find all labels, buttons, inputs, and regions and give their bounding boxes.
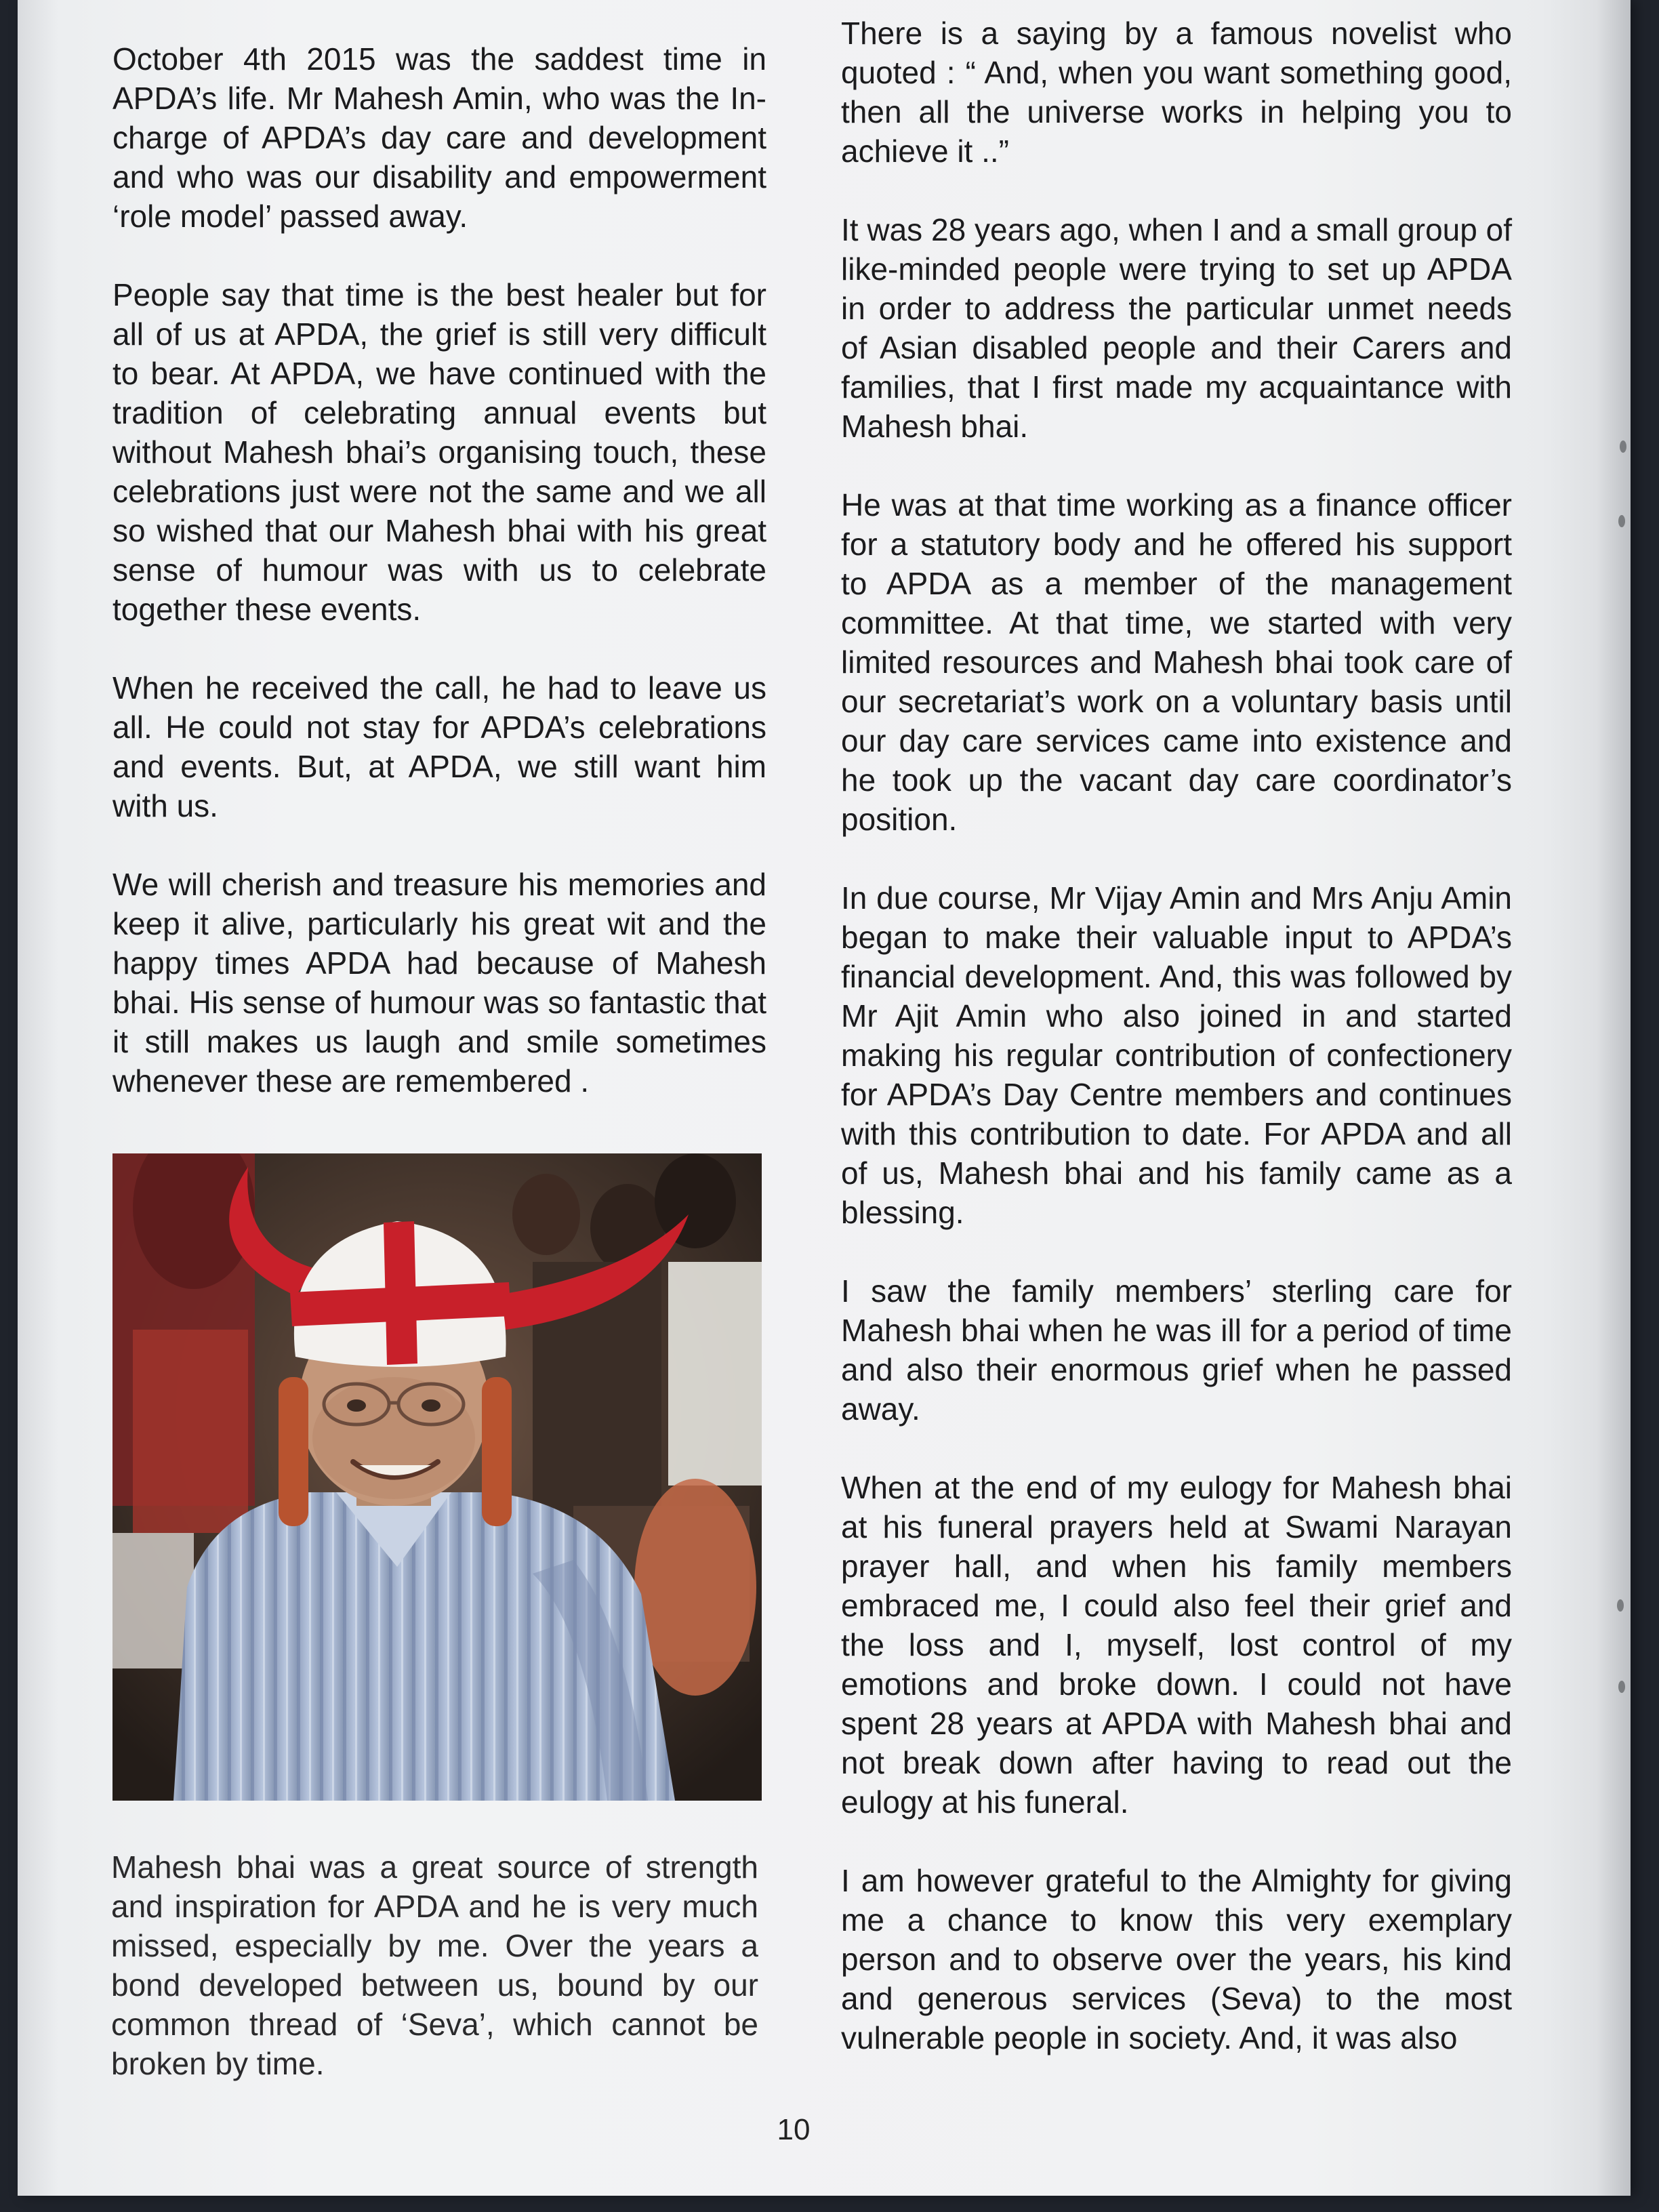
paragraph: I am however grateful to the Almighty for giving me a chance to know this very exemplary person and to observe over the years, his kind and generous services (Seva) to the most vulnerable people in society. And, it was also (841, 1863, 1512, 2055)
paragraph: He was at that time working as a finance officer for a statutory body and he offered his support to APDA as a member of the management committee. At that time, we started with very limited resources and Mahesh bhai took care of our secretariat’s work on a voluntary basis until our day care services came into existence and he took up the vacant day care coordinator’s position. (841, 487, 1512, 837)
left-column-bottom (111, 1847, 758, 2083)
left-column-top (112, 39, 766, 1101)
paragraph: When at the end of my eulogy for Mahesh bhai at his funeral prayers held at Swami Narayan prayer hall, and when his family members embraced me, I could also feel their grief and the loss and I, myself, lost control of my emotions and broke down. I could not have spent 28 years at APDA with Mahesh bhai and not break down after having to read out the eulogy at his funeral. (841, 1470, 1512, 1820)
paragraph: We will cherish and treasure his memories and keep it alive, particularly his great wit and the happy times APDA had because of Mahesh bhai. His sense of humour was so fantastic that it still makes us laugh and smile sometimes whenever these are remembered . (112, 867, 766, 1099)
page-shadow-edge (1597, 0, 1631, 2196)
paragraph: When he received the call, he had to leave us all. He could not stay for APDA’s celebrations and events. But, at APDA, we still want him with us. (112, 670, 766, 823)
memorial-photo (112, 1153, 762, 1801)
staple-mark (1618, 1681, 1625, 1693)
photo-man-in-horned-hat (112, 1153, 762, 1801)
paragraph: I saw the family members’ sterling care for Mahesh bhai when he was ill for a period of time and also their enormous grief when he passed away. (841, 1273, 1512, 1427)
paragraph: People say that time is the best healer but for all of us at APDA, the grief is still very difficult to bear. At APDA, we have continued with the tradition of celebrating annual events but without Mahesh bhai’s organising touch, these celebrations just were not the same and we all so wished that our Mahesh bhai with his great sense of humour was with us to celebrate together these events. (112, 277, 766, 627)
paragraph: October 4th 2015 was the saddest time in APDA’s life. Mr Mahesh Amin, who was the In-charge of APDA’s day care and development and who was our disability and empowerment ‘role model’ passed away. (112, 41, 766, 234)
document-page (18, 0, 1631, 2196)
photo-caption-paragraph: Mahesh bhai was a great source of strength and inspiration for APDA and he is very much missed, especially by me. Over the years a bond developed between us, bound by our common thread of ‘Seva’, which cannot be broken by time. (111, 1849, 758, 2081)
staple-mark (1618, 515, 1625, 527)
page-number: 10 (777, 2113, 811, 2146)
staple-mark (1620, 441, 1626, 453)
paragraph: There is a saying by a famous novelist who quoted : “ And, when you want something good, then all the universe works in helping you to achieve it ..” (841, 16, 1512, 169)
staple-mark (1617, 1599, 1624, 1612)
right-column (841, 14, 1512, 2057)
paragraph: In due course, Mr Vijay Amin and Mrs Anju Amin began to make their valuable input to APDA’s financial development. And, this was followed by Mr Ajit Amin who also joined in and started making his regular contribution of confectionery for APDA’s Day Centre members and continues with this contribution to date. For APDA and all of us, Mahesh bhai and his family came as a blessing. (841, 880, 1512, 1230)
paragraph: It was 28 years ago, when I and a small group of like-minded people were trying to set up APDA in order to address the particular unmet needs of Asian disabled people and their Carers and families, that I first made my acquaintance with Mahesh bhai. (841, 212, 1512, 444)
